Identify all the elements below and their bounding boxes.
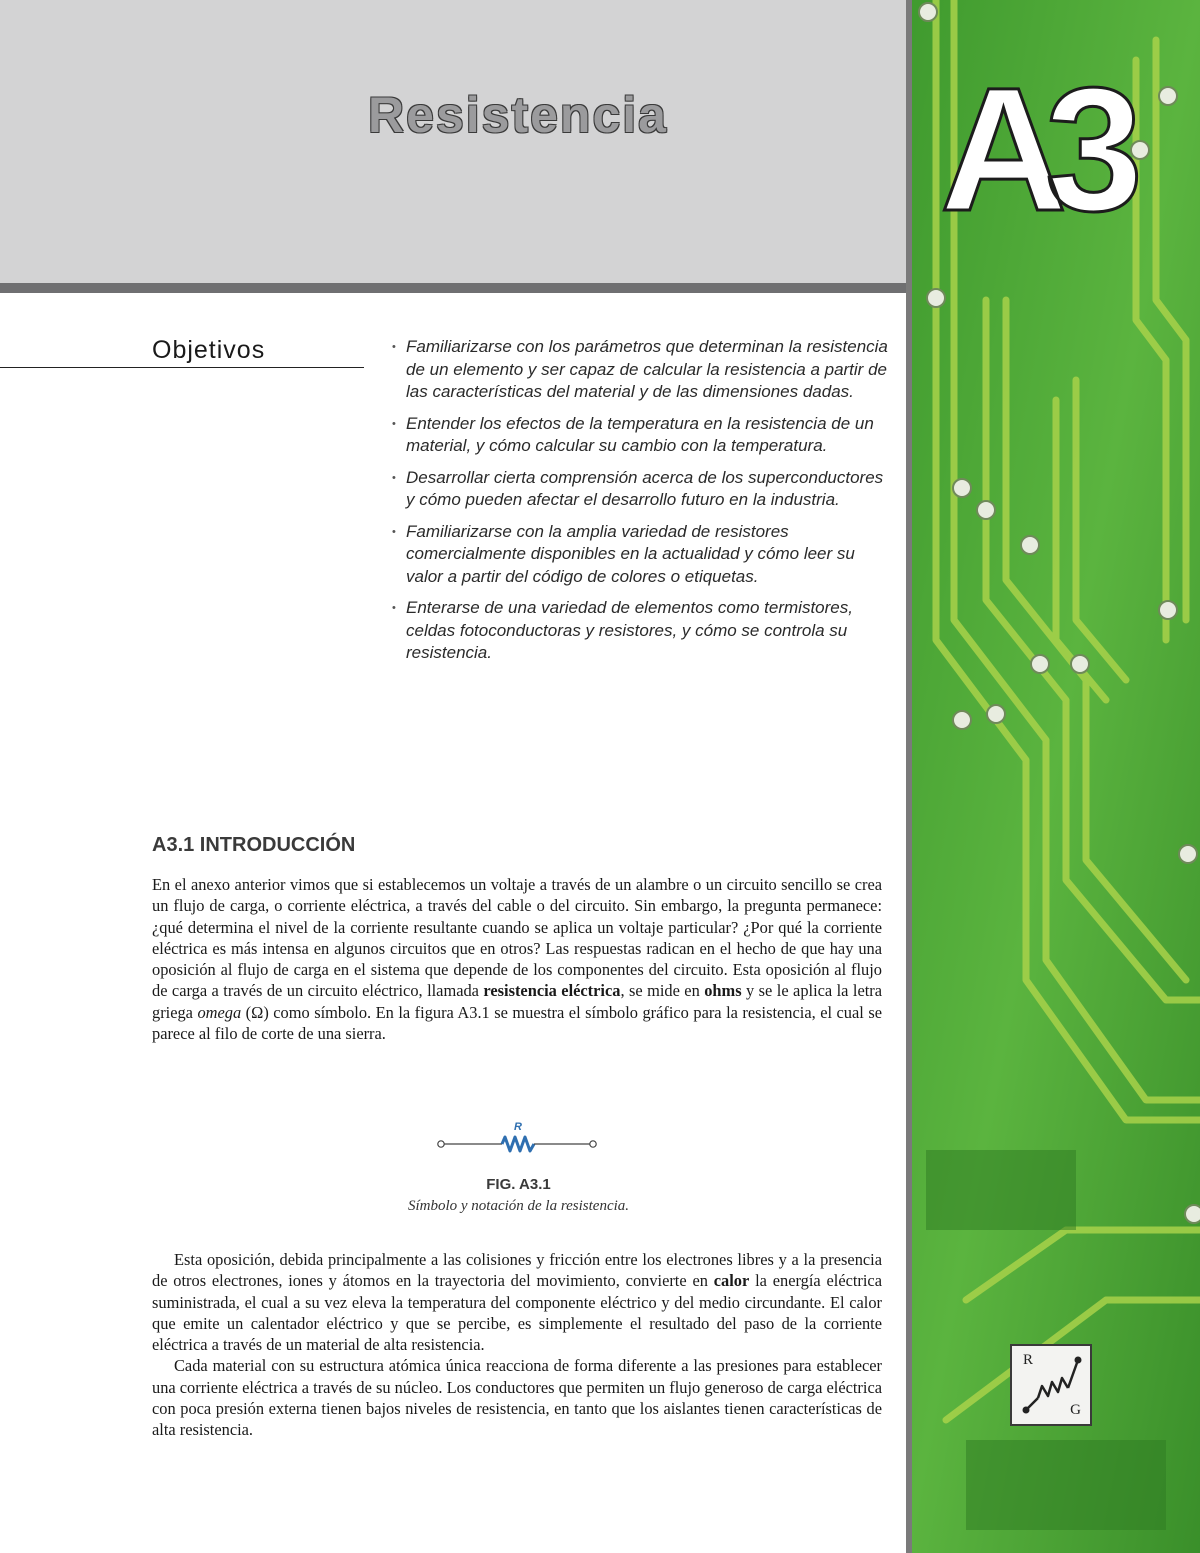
resistor-label: R	[514, 1121, 522, 1133]
bullet-icon: •	[392, 602, 396, 614]
objective-item: • Enterarse de una variedad de elementos como termistores, celdas fotoconductoras y resistores, y cómo se controla su resistencia.	[392, 598, 853, 662]
bullet-icon: •	[392, 525, 396, 538]
page-title: Resistencia	[368, 87, 668, 143]
resistor-symbol-icon	[430, 1116, 605, 1156]
figure-label: FIG. A3.1	[486, 1176, 551, 1193]
figure-caption: Símbolo y notación de la resistencia.	[407, 1198, 630, 1214]
objectives-list	[392, 336, 892, 674]
resistor-symbol-figure	[430, 1116, 605, 1156]
objectives-heading: Objetivos	[152, 336, 266, 364]
logo-letter-g: G	[1070, 1402, 1081, 1418]
intro-paragraph: En el anexo anterior vimos que si establecemos un voltaje a través de un alambre o un circuito sencillo se crea un flujo de carga, o corriente eléctrica, a través del cable o del circuito. Sin embargo, la pregunta permanece: ¿qué determina el nivel de la corriente resultante cuando se aplica un voltaje particular? ¿Por qué la corriente eléctrica es más intensa en algunos circuitos que en otros? Las respuestas radican en el hecho de que hay una oposición al flujo de carga en el sistema que depende de los componentes del circuito. Esta oposición al flujo de carga a través de un circuito eléctrico, llamada resistencia eléctrica, se mide en ohms y se le aplica la letra griega omega (Ω) como símbolo. En la figura A3.1 se muestra el símbolo gráfico para la resistencia, el cual se parece al filo de corte de una sierra.	[152, 875, 883, 1044]
paragraph-materials: Cada material con su estructura atómica única reacciona de forma diferente a las presiones para establecer una corriente eléctrica a través de su núcleo. Los conductores que permiten un flujo generoso de carga eléctrica con poca presión externa tienen bajos niveles de resistencia, en tanto que los aislantes tienen características de alta resistencia.	[152, 1356, 882, 1440]
objectives-underline	[0, 367, 364, 368]
section-heading: A3.1 INTRODUCCIÓN	[152, 834, 356, 856]
objective-item: • Familiarizarse con la amplia variedad de resistores comercialmente disponibles en la actualidad y cómo leer su valor a partir del código de colores o etiquetas.	[392, 521, 855, 586]
objective-item: • Familiarizarse con los parámetros que determinan la resistencia de un elemento y ser capaz de calcular la resistencia a partir de las características del material y de las dimensiones dadas.	[392, 337, 888, 401]
bullet-icon: •	[392, 417, 396, 430]
objective-item: • Desarrollar cierta comprensión acerca de los superconductores y cómo pueden afectar el desarrollo futuro en la industria.	[392, 467, 884, 509]
resistor-logo-icon	[1012, 1346, 1090, 1424]
bullet-icon: •	[392, 471, 396, 484]
chapter-number: A3	[940, 52, 1121, 248]
logo-letter-r: R	[1023, 1352, 1034, 1368]
paragraph-heat: Esta oposición, debida principalmente a las colisiones y fricción entre los electrones libres y a la presencia de otros electrones, iones y átomos en la trayectoria del movimiento, convierte en calor la energía eléctrica suministrada, el cual a su vez eleva la temperatura del componente eléctrico y del medio circundante. El calor que emite un calentador eléctrico y que se percibe, es simplemente el resultado del paso de la corriente eléctrica a través de un material de alta resistencia.	[152, 1250, 882, 1355]
objective-item: • Entender los efectos de la temperatura en la resistencia de un material, y cómo calcular su cambio con la temperatura.	[392, 413, 874, 455]
body-paragraphs	[152, 1249, 882, 1441]
rg-logo	[1010, 1344, 1092, 1426]
header-rule	[0, 283, 906, 293]
bullet-icon: •	[392, 341, 396, 353]
